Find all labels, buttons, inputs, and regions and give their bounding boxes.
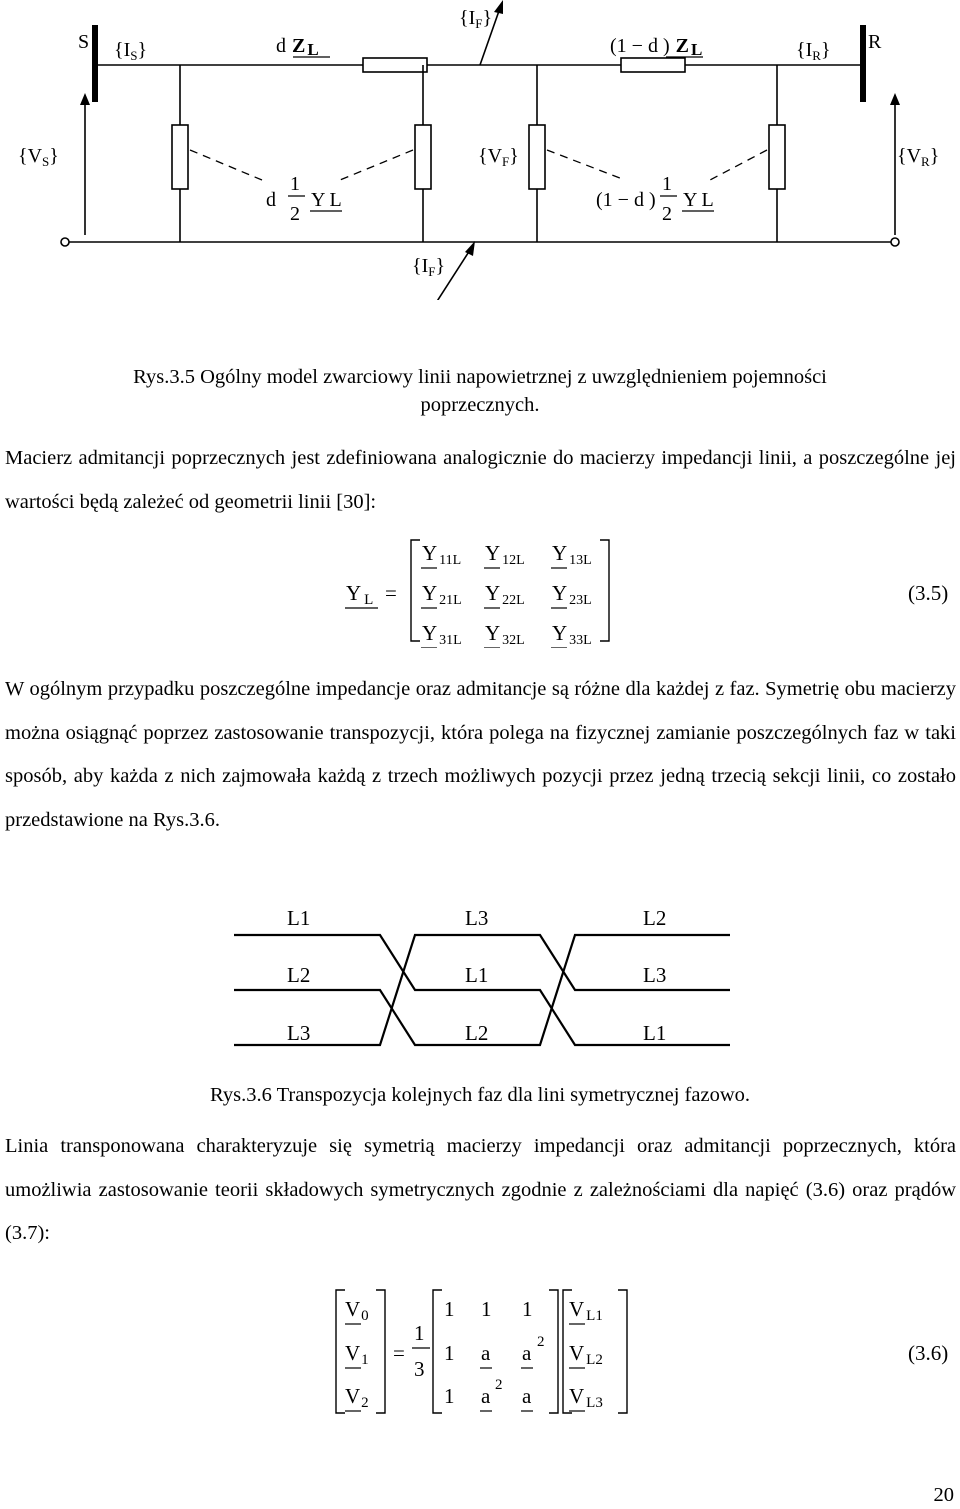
bottom-right-terminal xyxy=(891,238,899,246)
eq35-cell-2-2: Y 22L xyxy=(485,581,525,608)
label-vs: $\{V_S\}$ xyxy=(18,145,59,169)
paragraph-3: Linia transponowana charakteryzuje się symetrią macierzy impedancji oraz admitancji poprzecznych, która umożliwia zastosowanie teorii składowych symetrycznych zgodnie z zależnościami dla napięć (3.6) oraz prądów (3.7): xyxy=(5,1135,956,1244)
label-s: S xyxy=(78,31,90,53)
figure-3-6-diagram xyxy=(0,900,960,1050)
label-half-num-left: 1 xyxy=(290,173,300,195)
label-yl-left: Y L xyxy=(311,189,342,211)
label-ir: $\{I_R\}$ xyxy=(796,39,831,63)
eq35-cell-3-1: Y 31L xyxy=(422,621,462,648)
label-r: R xyxy=(868,31,882,53)
eq36-matrix-right-bracket xyxy=(549,1290,558,1413)
bottom-left-terminal xyxy=(61,238,69,246)
eq36-equals: = xyxy=(393,1341,405,1365)
label-yl-right: Y L xyxy=(683,189,714,211)
series-impedance-right xyxy=(621,58,685,72)
shunt-admittance-2 xyxy=(415,125,431,189)
label-if-top: $\{I_F\}$ xyxy=(459,7,493,31)
figure-3-5-caption-line1: Rys.3.5 Ogólny model zwarciowy linii napowietrznej z uwzględnieniem pojemności xyxy=(133,366,827,388)
phase-label-1-2: L3 xyxy=(465,906,489,930)
eq35-cell-2-1: Y 21L xyxy=(422,581,462,608)
label-is: $\{I_S\}$ xyxy=(114,39,148,63)
eq36-lhs-v2: V2 xyxy=(345,1384,369,1411)
phase-label-3-2: L2 xyxy=(465,1021,489,1045)
eq35-cell-1-3: Y 13L xyxy=(552,541,592,568)
eq35-cell-3-2: Y 32L xyxy=(485,621,525,648)
equation-3-6 xyxy=(0,1288,960,1418)
eq36-rhs-v1: V L2 xyxy=(569,1341,603,1368)
eq35-cell-1-2: Y 12L xyxy=(485,541,525,568)
phase-label-3-1: L3 xyxy=(287,1021,311,1045)
eq36-matrix-left-bracket xyxy=(433,1290,442,1413)
phase-label-1-3: L2 xyxy=(643,906,667,930)
paragraph-1: Macierz admitancji poprzecznych jest zdefiniowana analogicznie do macierzy impedancji linii, a poszczególne jej wartości będą zależeć od geometrii linii [30]: xyxy=(5,447,956,513)
left-shunt-dashed-pointer-2 xyxy=(340,150,413,180)
eq36-matrix-3-2: a xyxy=(481,1384,491,1408)
series-impedance-left xyxy=(363,58,427,72)
figure-3-5-caption-line2: poprzecznych. xyxy=(420,394,540,416)
eq36-lhs-v0: V0 xyxy=(345,1297,369,1324)
eq35-left-bracket xyxy=(411,540,420,641)
label-1-minus-d-zl: (1 − d ) Z L xyxy=(610,35,703,59)
label-half-num-right: 1 xyxy=(662,173,672,195)
eq36-matrix-2-1: 1 xyxy=(444,1341,455,1365)
eq36-matrix-3-3: a xyxy=(522,1384,532,1408)
figure-3-6-caption: Rys.3.6 Transpozycja kolejnych faz dla lini symetrycznej fazowo. xyxy=(209,1084,751,1106)
eq35-right-bracket xyxy=(600,540,609,641)
label-vr: $\{V_R\}$ xyxy=(897,145,940,169)
shunt-admittance-1 xyxy=(172,125,188,189)
eq35-lhs: Y L xyxy=(346,581,374,608)
phase-label-2-2: L1 xyxy=(465,963,489,987)
equation-3-5 xyxy=(0,538,960,648)
page-number: 20 xyxy=(933,1484,954,1506)
label-1-minus-d-half: (1 − d ) xyxy=(596,189,656,211)
figure-3-5-diagram xyxy=(0,0,960,300)
eq36-lhs-left-bracket xyxy=(336,1290,345,1413)
label-half-den-right: 2 xyxy=(662,203,672,225)
label-half-den-left: 2 xyxy=(290,203,300,225)
eq36-frac-num: 1 xyxy=(414,1321,425,1345)
eq35-cell-2-3: Y 23L xyxy=(552,581,592,608)
phase-label-3-3: L1 xyxy=(643,1021,667,1045)
eq36-rhs-v0: V L1 xyxy=(569,1297,603,1324)
eq36-rhs-v2: V L3 xyxy=(569,1384,603,1411)
eq36-matrix-2-2: a xyxy=(481,1341,491,1365)
label-vf: $\{V_F\}$ xyxy=(478,145,519,169)
label-if-bottom: $\{I_F\}$ xyxy=(412,255,446,279)
right-shunt-dashed-pointer-1 xyxy=(547,150,625,180)
eq36-rhs-right-bracket xyxy=(618,1290,627,1413)
eq36-matrix-3-1: 1 xyxy=(444,1384,455,1408)
shunt-admittance-4 xyxy=(769,125,785,189)
eq35-cell-1-1: Y 11L xyxy=(422,541,462,568)
eq36-matrix-1-1: 1 xyxy=(444,1297,455,1321)
shunt-admittance-3 xyxy=(529,125,545,189)
right-shunt-dashed-pointer-2 xyxy=(710,150,767,180)
left-shunt-dashed-pointer-1 xyxy=(190,150,262,180)
paragraph-2: W ogólnym przypadku poszczególne impedancje oraz admitancje są różne dla każdej z faz. Symetrię obu macierzy można osiągnąć poprzez zastosowanie transpozycji, która polega na fizycznej zamianie poszczególnych faz w taki sposób, aby każda z nich zajmowała każdą z trzech możliwych pozycji przez jedną trzecią sekcji linii, co zostało przedstawione na Rys.3.6. xyxy=(5,678,956,831)
eq36-matrix-1-3: 1 xyxy=(522,1297,533,1321)
phase-label-1-1: L1 xyxy=(287,906,311,930)
eq36-matrix-2-3: a xyxy=(522,1341,532,1365)
eq36-lhs-right-bracket xyxy=(376,1290,385,1413)
eq36-frac-den: 3 xyxy=(414,1357,425,1381)
eq35-cell-3-3: Y 33L xyxy=(552,621,592,648)
eq36-exponent-row2: 2 xyxy=(537,1334,545,1350)
eq36-number: (3.6) xyxy=(908,1341,949,1365)
eq36-lhs-v1: V1 xyxy=(345,1341,369,1368)
label-d-zl: d Z L xyxy=(276,35,319,59)
eq35-equals: = xyxy=(385,581,397,605)
label-d-half-yl-d: d xyxy=(266,189,276,211)
eq36-exponent-row3: 2 xyxy=(495,1377,503,1393)
phase-label-2-1: L2 xyxy=(287,963,311,987)
eq35-number: (3.5) xyxy=(908,581,949,605)
eq36-matrix-1-2: 1 xyxy=(481,1297,492,1321)
phase-label-2-3: L3 xyxy=(643,963,667,987)
